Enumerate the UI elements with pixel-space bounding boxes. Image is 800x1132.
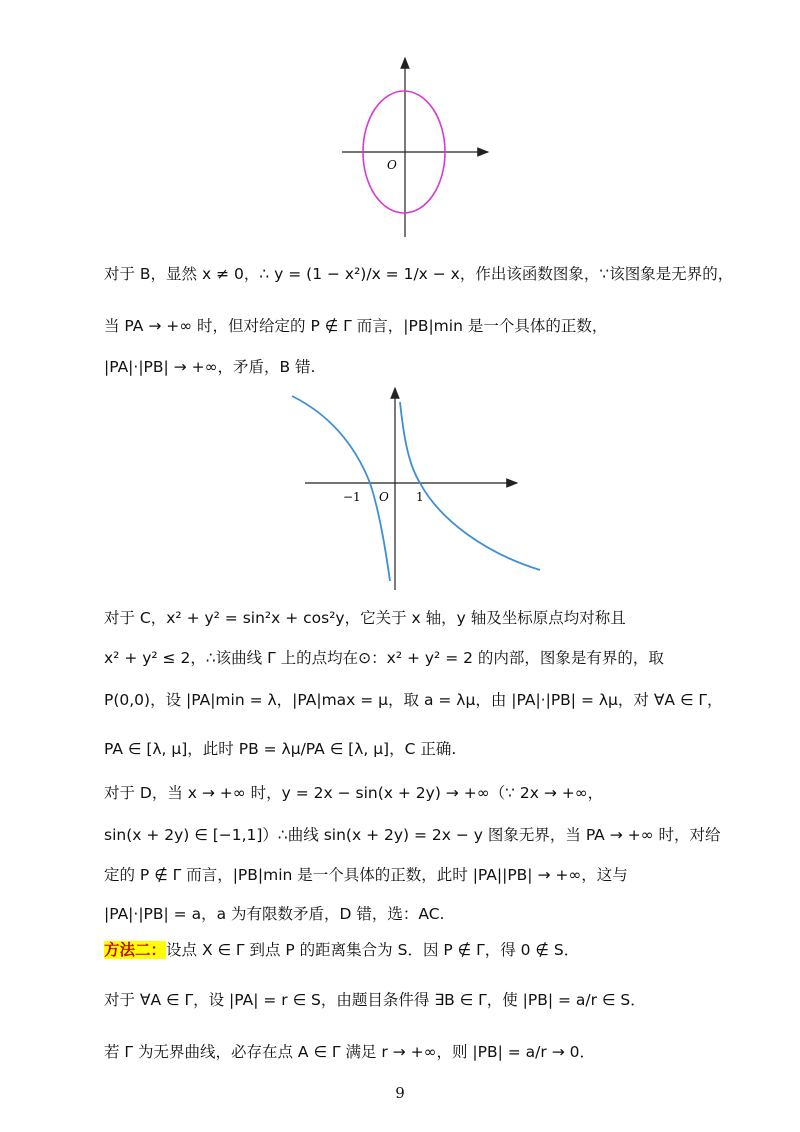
ellipse-figure bbox=[330, 55, 500, 240]
text-line-m2: 对于 ∀A ∈ Γ，设 |PA| = r ∈ S，由题目条件得 ∃B ∈ Γ，使 |PB| = a/r ∈ S． bbox=[104, 991, 646, 1009]
method2-line bbox=[104, 938, 579, 962]
text-line-d1: 对于 D，当 x → +∞ 时，y = 2x − sin(x + 2y) → +∞（∵ 2x → +∞， bbox=[104, 784, 604, 802]
origin-label: O bbox=[387, 158, 397, 172]
text-line-b2: 当 PA → +∞ 时，但对给定的 P ∉ Γ 而言，|PB|min 是一个具体的正数， bbox=[104, 317, 608, 335]
text-line-b3: |PA|·|PB| → +∞，矛盾，B 错. bbox=[104, 358, 316, 376]
text-line-c2: x² + y² ≤ 2，∴该曲线 Γ 上的点均在⊙：x² + y² = 2 的内部，图象是有界的，取 bbox=[104, 649, 664, 667]
tick-label-1: 1 bbox=[416, 490, 424, 504]
origin-label: O bbox=[379, 490, 389, 504]
right-branch-curve bbox=[400, 402, 540, 570]
left-branch-curve bbox=[292, 396, 390, 581]
text-line-c3: P(0,0)，设 |PA|min = λ，|PA|max = μ，取 a = λμ，由 |PA|·|PB| = λμ，对 ∀A ∈ Γ， bbox=[104, 691, 723, 709]
text-line-d4: |PA|·|PB| = a，a 为有限数矛盾，D 错，选：AC. bbox=[104, 905, 445, 923]
text-line-b1: 对于 B，显然 x ≠ 0，∴ y = (1 − x²)/x = 1/x − x，作出该函数图象，∵该图象是无界的， bbox=[104, 265, 734, 283]
tick-label-neg1: −1 bbox=[343, 490, 361, 504]
hyperbola-figure bbox=[285, 385, 525, 595]
text-line-c4: PA ∈ [λ, μ]，此时 PB = λμ/PA ∈ [λ, μ]，C 正确. bbox=[104, 740, 457, 758]
page-number: 9 bbox=[395, 1084, 405, 1102]
method2-text: 设点 X ∈ Γ 到点 P 的距离集合为 S．因 P ∉ Γ，得 0 ∉ S． bbox=[166, 941, 580, 959]
text-line-c1: 对于 C，x² + y² = sin²x + cos²y，它关于 x 轴，y 轴及坐标原点均对称且 bbox=[104, 609, 626, 627]
text-line-d2: sin(x + 2y) ∈ [−1,1]）∴曲线 sin(x + 2y) = 2x − y 图象无界，当 PA → +∞ 时，对给 bbox=[104, 826, 721, 844]
text-line-m3: 若 Γ 为无界曲线，必存在点 A ∈ Γ 满足 r → +∞，则 |PB| = a/r → 0． bbox=[104, 1043, 595, 1061]
method2-label: 方法二： bbox=[104, 941, 167, 959]
text-line-d3: 定的 P ∉ Γ 而言，|PB|min 是一个具体的正数，此时 |PA||PB| → +∞，这与 bbox=[104, 866, 628, 884]
